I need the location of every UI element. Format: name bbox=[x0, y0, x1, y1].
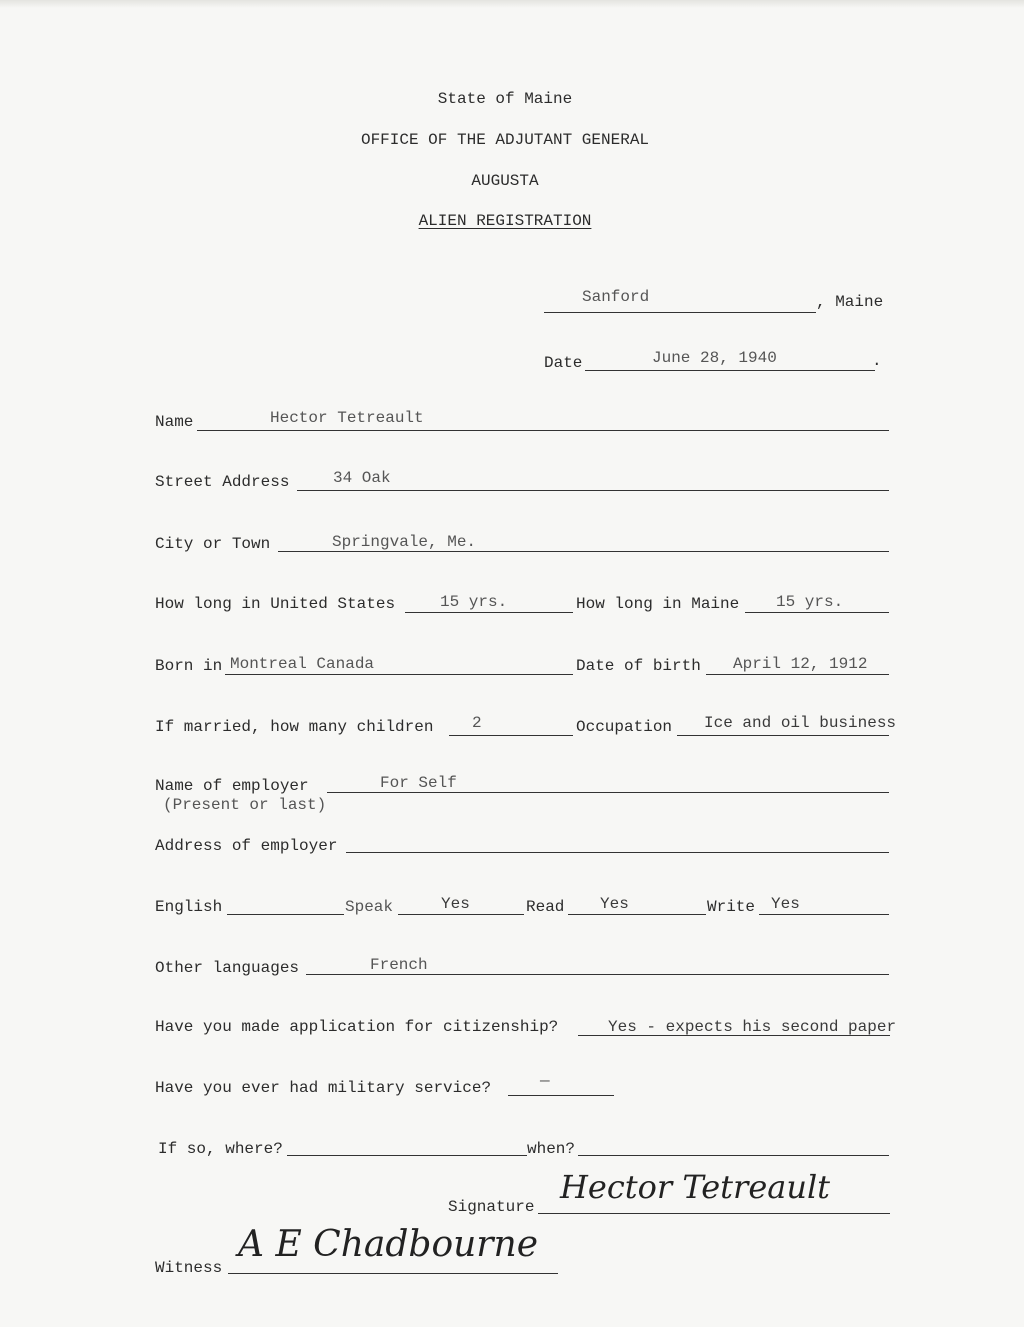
state-heading: State of Maine bbox=[437, 90, 573, 108]
citizenship-line bbox=[578, 1035, 890, 1036]
other-languages-label: Other languages bbox=[155, 959, 300, 977]
born-in-line bbox=[225, 674, 573, 675]
read-line bbox=[568, 914, 706, 915]
speak-value: Yes bbox=[441, 895, 470, 913]
us-duration-line bbox=[405, 612, 573, 613]
occupation-line bbox=[677, 735, 889, 736]
read-label: Read bbox=[526, 898, 565, 916]
write-value: Yes bbox=[771, 895, 800, 913]
military-line bbox=[508, 1095, 614, 1096]
occupation-label: Occupation bbox=[576, 718, 673, 736]
name-label: Name bbox=[155, 413, 194, 431]
dob-label: Date of birth bbox=[576, 657, 701, 675]
date-label: Date bbox=[544, 354, 583, 372]
witness-handwriting: A E Chadbourne bbox=[238, 1224, 539, 1265]
when-line bbox=[578, 1155, 889, 1156]
employer-value: For Self bbox=[380, 774, 457, 792]
english-label: English bbox=[155, 898, 223, 916]
date-line bbox=[585, 370, 875, 371]
dob-value: April 12, 1912 bbox=[733, 655, 868, 673]
maine-duration-label: How long in Maine bbox=[576, 595, 740, 613]
citizenship-value: Yes - expects his second paper bbox=[608, 1018, 897, 1036]
witness-line bbox=[228, 1273, 558, 1274]
speak-line bbox=[398, 914, 524, 915]
occupation-value: Ice and oil business bbox=[704, 714, 897, 732]
employer-address-label: Address of employer bbox=[155, 837, 338, 855]
city-value: Springvale, Me. bbox=[332, 533, 477, 551]
us-duration-value: 15 yrs. bbox=[440, 593, 508, 611]
maine-duration-value: 15 yrs. bbox=[776, 593, 844, 611]
born-in-value: Montreal Canada bbox=[230, 655, 375, 673]
dob-line bbox=[706, 674, 889, 675]
name-value: Hector Tetreault bbox=[270, 409, 424, 427]
military-value: — bbox=[540, 1072, 550, 1090]
city-heading: AUGUSTA bbox=[471, 172, 539, 190]
scan-edge bbox=[0, 0, 1024, 8]
state-suffix: , Maine bbox=[816, 293, 884, 311]
other-languages-line bbox=[306, 974, 889, 975]
city-label: City or Town bbox=[155, 535, 271, 553]
children-line bbox=[449, 735, 573, 736]
maine-duration-line bbox=[745, 612, 889, 613]
street-label: Street Address bbox=[155, 473, 290, 491]
military-label: Have you ever had military service? bbox=[155, 1079, 492, 1097]
date-value: June 28, 1940 bbox=[652, 349, 777, 367]
write-line bbox=[759, 914, 889, 915]
when-label: when? bbox=[527, 1140, 576, 1158]
born-in-label: Born in bbox=[155, 657, 223, 675]
employer-line bbox=[327, 792, 889, 793]
where-label: If so, where? bbox=[158, 1140, 283, 1158]
street-value: 34 Oak bbox=[333, 469, 391, 487]
read-value: Yes bbox=[600, 895, 629, 913]
signature-line bbox=[538, 1213, 890, 1214]
signature-label: Signature bbox=[448, 1198, 535, 1216]
town-line bbox=[544, 312, 816, 313]
town-value: Sanford bbox=[582, 288, 650, 306]
write-label: Write bbox=[707, 898, 756, 916]
employer-address-line bbox=[346, 852, 889, 853]
speak-label: Speak bbox=[345, 898, 394, 916]
employer-sublabel: (Present or last) bbox=[163, 796, 327, 814]
street-line bbox=[297, 490, 889, 491]
office-heading: OFFICE OF THE ADJUTANT GENERAL bbox=[360, 131, 650, 149]
children-value: 2 bbox=[472, 714, 482, 732]
english-line bbox=[227, 914, 344, 915]
us-duration-label: How long in United States bbox=[155, 595, 396, 613]
other-languages-value: French bbox=[370, 956, 428, 974]
city-line bbox=[278, 551, 889, 552]
witness-label: Witness bbox=[155, 1259, 223, 1277]
signature-handwriting: Hector Tetreault bbox=[560, 1168, 831, 1206]
date-period: . bbox=[872, 352, 882, 370]
name-line bbox=[197, 430, 889, 431]
citizenship-label: Have you made application for citizenship? bbox=[155, 1018, 559, 1036]
children-label: If married, how many children bbox=[155, 718, 434, 736]
employer-label: Name of employer bbox=[155, 777, 309, 795]
form-title: ALIEN REGISTRATION bbox=[418, 212, 592, 230]
where-line bbox=[287, 1155, 527, 1156]
